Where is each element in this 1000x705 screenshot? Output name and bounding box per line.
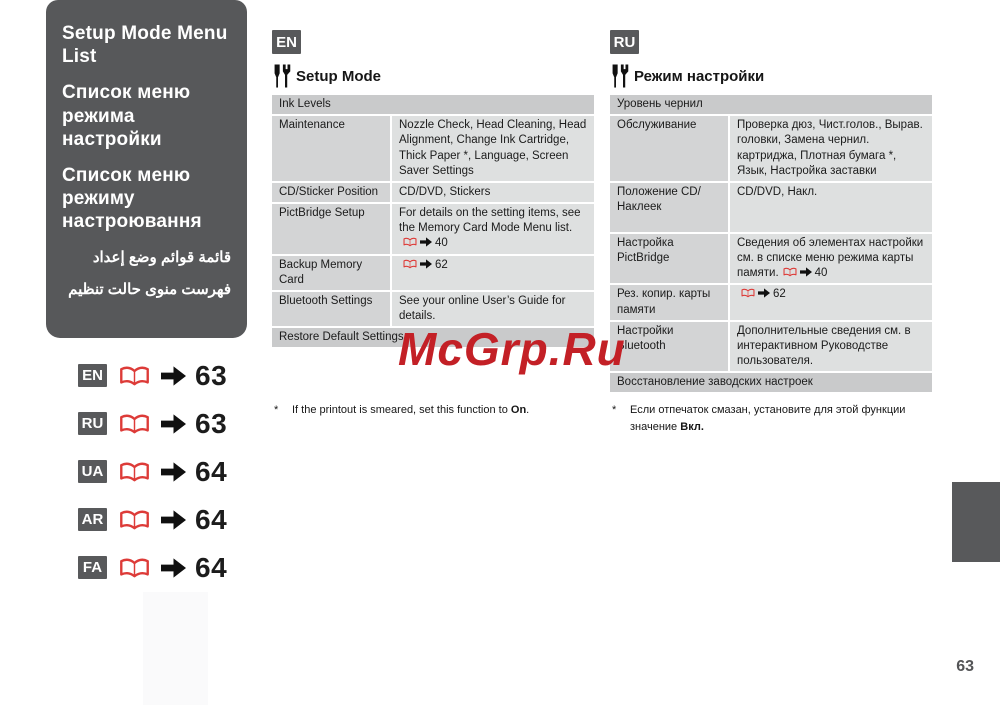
footnote xyxy=(612,402,942,435)
open-book-icon xyxy=(119,461,150,483)
open-book-icon xyxy=(403,237,417,247)
toc-item-en xyxy=(78,359,228,391)
table-cell-label: Maintenance xyxy=(272,116,390,181)
toc-item-ua xyxy=(78,455,228,487)
table-cell-value xyxy=(730,116,932,181)
footnote-text xyxy=(292,402,604,419)
section-ru xyxy=(610,28,932,433)
table-row xyxy=(272,204,594,254)
arrow-right-icon xyxy=(161,462,186,482)
table-cell-label: Настройка PictBridge xyxy=(610,234,728,284)
table-cell-value xyxy=(392,116,594,181)
table-row-full: Уровень чернил xyxy=(610,95,932,114)
page-number: 63 xyxy=(956,658,974,675)
footnote-plain-text: If the printout is smeared, set this function to xyxy=(292,404,511,416)
table-cell-text: Проверка дюз, Чист.голов., Вырав. головки, Замена чернил. картриджа, Плотная бумага *, Язык, Настройка заставки xyxy=(737,119,923,177)
arrow-right-icon xyxy=(161,558,186,578)
table-cell-text: CD/DVD, Stickers xyxy=(399,185,491,198)
arrow-right-icon xyxy=(800,267,812,277)
menu-table xyxy=(610,95,932,392)
arrow-right-icon xyxy=(420,259,432,269)
reference-page-number: 40 xyxy=(814,267,828,280)
table-row xyxy=(610,183,932,232)
arrow-right-icon xyxy=(758,288,770,298)
sidebar-title-ua: Список меню режиму настроювання xyxy=(62,164,202,233)
open-book-icon xyxy=(119,413,150,435)
table-cell-label: Обслуживание xyxy=(610,116,728,181)
table-cell-value xyxy=(730,183,932,232)
setup-tools-icon xyxy=(272,64,291,88)
arrow-right-icon xyxy=(161,510,186,530)
toc-page-number: 63 xyxy=(195,407,228,439)
language-badge: RU xyxy=(78,412,107,435)
language-badge: EN xyxy=(78,364,107,387)
toc-item-fa xyxy=(78,551,228,583)
table-row xyxy=(610,285,932,319)
table-row-full: Восстановление заводских настроек xyxy=(610,373,932,392)
reference-page-number: 62 xyxy=(773,288,786,301)
sidebar-title-ar: قائمة قوائم وضع إعداد xyxy=(92,249,231,267)
open-book-icon xyxy=(119,509,150,531)
table-row xyxy=(272,183,594,202)
menu-table xyxy=(272,95,594,347)
table-cell-text: Nozzle Check, Head Cleaning, Head Alignment, Change Ink Cartridge, Thick Paper *, Language, Screen Saver Settings xyxy=(399,119,587,177)
table-row xyxy=(610,116,932,181)
table-cell-value xyxy=(730,285,932,319)
table-cell-value xyxy=(392,256,594,290)
toc-item-ru xyxy=(78,407,228,439)
table-cell-text: Дополнительные сведения см. в интерактивном Руководстве пользователя. xyxy=(737,324,911,368)
toc-page-number: 64 xyxy=(195,503,228,535)
section-heading xyxy=(272,64,594,88)
sidebar-title-panel xyxy=(46,0,247,338)
arrow-right-icon xyxy=(420,237,432,247)
table-cell-value xyxy=(730,234,932,284)
footnote-marker: * xyxy=(612,404,617,416)
sidebar-title-ru: Список меню режима настройки xyxy=(62,82,191,150)
footnote-plain-text: . xyxy=(526,404,530,416)
sidebar-title-en: Setup Mode Menu List xyxy=(62,23,228,68)
table-row xyxy=(272,116,594,181)
watermark: McGrp.Ru xyxy=(398,323,626,375)
table-cell-label: Положение CD/​Наклеек xyxy=(610,183,728,232)
table-row-full: Restore Default Settings xyxy=(272,328,594,347)
footnote xyxy=(274,402,604,419)
reference-page-number: 40 xyxy=(435,237,448,250)
open-book-icon xyxy=(119,365,150,387)
language-badge: EN xyxy=(272,30,301,54)
section-heading-label: Режим настройки xyxy=(634,67,765,85)
language-badge: UA xyxy=(78,460,107,483)
open-book-icon xyxy=(783,267,797,277)
toc-page-number: 64 xyxy=(195,455,228,487)
footnote-bold-text: On xyxy=(510,404,527,416)
table-cell-label: CD/Sticker Position xyxy=(272,183,390,202)
reference-page-number: 62 xyxy=(435,258,448,271)
table-row xyxy=(610,322,932,372)
table-cell-label: Backup Memory Card xyxy=(272,256,390,290)
table-cell-text: Сведения об элементах настройки см. в списке меню режима карты памяти. xyxy=(737,236,924,280)
table-row-full: Ink Levels xyxy=(272,95,594,114)
language-badge: FA xyxy=(78,556,107,579)
toc-page-number: 64 xyxy=(195,551,228,583)
table-cell-value xyxy=(392,204,594,254)
footnote-plain-text: Если отпечаток смазан, установите для этой функции значение xyxy=(630,404,906,433)
table-cell-label: Рез. копир. карты памяти xyxy=(610,285,728,319)
table-cell-text: CD/DVD, Накл. xyxy=(737,185,818,198)
setup-tools-icon xyxy=(610,64,629,88)
table-cell-label: PictBridge Setup xyxy=(272,204,390,254)
toc-item-ar xyxy=(78,503,228,535)
section-heading-label: Setup Mode xyxy=(296,67,381,85)
language-badge: AR xyxy=(78,508,107,531)
arrow-right-icon xyxy=(161,414,186,434)
footnote-bold-text: Вкл. xyxy=(680,420,704,433)
footnote-marker: * xyxy=(274,404,279,416)
table-row xyxy=(272,256,594,290)
arrow-right-icon xyxy=(161,366,186,386)
open-book-icon xyxy=(741,288,755,298)
chapter-edge-tab xyxy=(952,482,1000,562)
table-cell-label: Настройки Bluetooth xyxy=(610,322,728,372)
sidebar-title-fa: فهرست منوی حالت تنظیم xyxy=(68,281,231,299)
table-cell-text: For details on the setting items, see the Memory Card Mode Menu list. xyxy=(399,207,581,235)
table-row xyxy=(610,234,932,284)
table-cell-value xyxy=(730,322,932,372)
table-cell-value xyxy=(392,183,594,202)
toc-page-number: 63 xyxy=(195,359,228,391)
language-toc xyxy=(78,359,228,602)
scan-artifact-strip xyxy=(143,592,208,705)
language-badge: RU xyxy=(610,30,639,54)
table-cell-text: See your online User’s Guide for details. xyxy=(399,294,566,323)
footnote-text xyxy=(630,402,942,435)
open-book-icon xyxy=(403,259,417,269)
section-heading xyxy=(610,64,932,88)
table-cell-label: Bluetooth Settings xyxy=(272,292,390,326)
open-book-icon xyxy=(119,557,150,579)
